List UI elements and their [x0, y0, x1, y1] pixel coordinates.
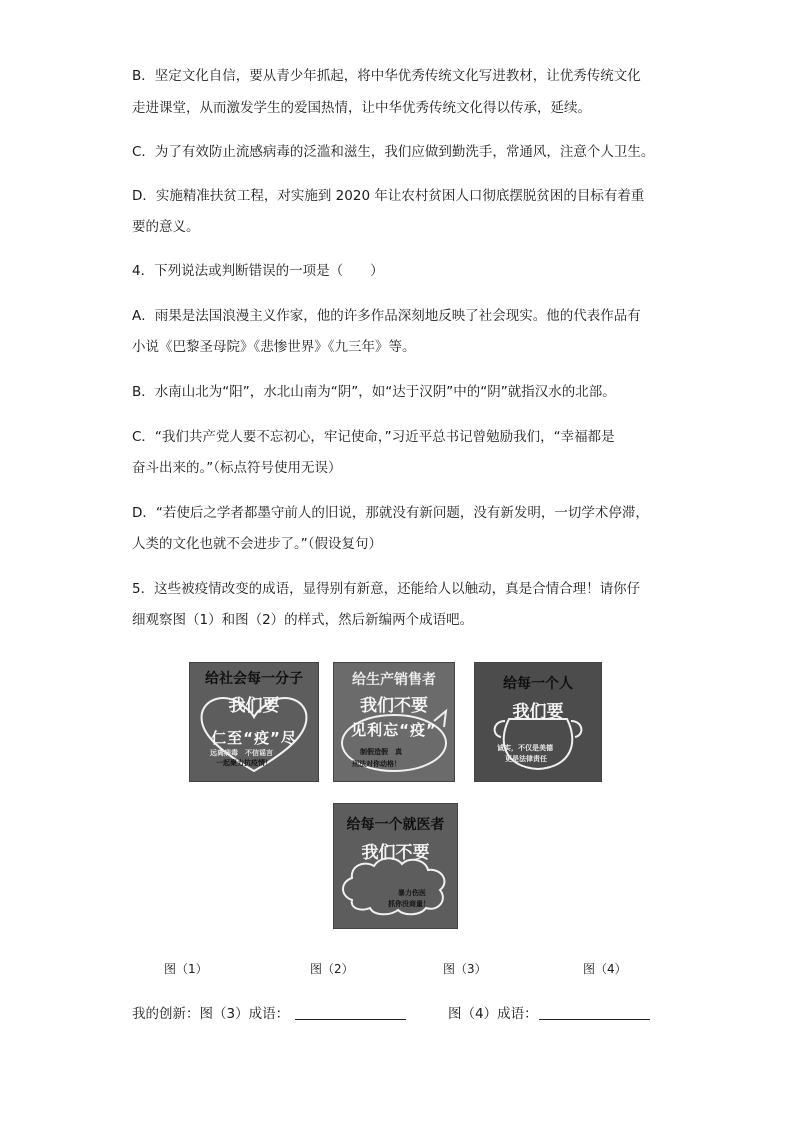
option-c-text: C．为了有效防止流感病毒的泛滥和滋生，我们应做到勤洗手，常通风，注意个人卫生。 — [132, 144, 655, 160]
poster-figure-4 — [333, 803, 458, 929]
q4-option-b: B．水南山北为“阳”，水北山南为“阴”，如“达于汉阴”中的“阴”就指汉水的北部。 — [132, 384, 616, 400]
poster-1-idiom: 仁至“疫”尽 — [211, 729, 297, 747]
option-d-line1: D．实施精准扶贫工程，对实施到 2020 年让农村贫困人口彻底摆脱贫困的目标有着重 — [132, 188, 645, 204]
caption-figure-1: 图（1） — [164, 962, 208, 976]
q4-option-d-line1: D．“若使后之学者都墨守前人的旧说，那就没有新问题，没有新发明，一切学术停滞， — [132, 505, 649, 521]
answer-fig4-blank[interactable] — [539, 1019, 650, 1020]
q4-stem: 4．下列说法或判断错误的一项是（ ） — [132, 263, 384, 279]
poster-2-small1: 制假造假 真 — [360, 748, 402, 756]
q5-stem-line1: 5．这些被疫情改变的成语，显得别有新意，还能给人以触动，真是合情合理！请你仔 — [132, 581, 641, 597]
q4-option-a-line1: A．雨果是法国浪漫主义作家，他的许多作品深刻地反映了社会现实。他的代表作品有 — [132, 308, 641, 324]
poster-4-line1: 给每一个就医者 — [346, 817, 445, 833]
q4-option-d-line2: 人类的文化也就不会进步了。”（假设复句） — [132, 536, 382, 552]
poster-3-small1: 诚实，不仅是美德 — [497, 744, 553, 752]
caption-figure-2: 图（2） — [310, 962, 354, 976]
option-b-line2: 走进课堂，从而激发学生的爱国热情，让中华优秀传统文化得以传承，延续。 — [132, 100, 591, 116]
poster-figure-2 — [333, 662, 455, 782]
poster-1-small2: 一起聚力抗疫情！ — [216, 759, 272, 767]
q5-stem-line2: 细观察图（1）和图（2）的样式，然后新编两个成语吧。 — [132, 612, 474, 628]
q4-option-c-line1: C．“我们共产党人要不忘初心，牢记使命，”习近平总书记曾勉励我们，“幸福都是 — [132, 429, 615, 445]
caption-figure-4: 图（4） — [583, 962, 627, 976]
answer-fig3-label: 我的创新：图（3）成语： — [132, 1006, 290, 1022]
poster-2-line1: 给生产销售者 — [352, 672, 436, 688]
poster-2-idiom: 见利忘“疫” — [351, 721, 437, 739]
poster-4-small1: 暴力伤医 — [398, 889, 426, 897]
q4-option-a-line2: 小说《巴黎圣母院》《悲惨世界》《九三年》等。 — [132, 339, 416, 355]
poster-4-small2: 抓你没商量！ — [388, 900, 430, 908]
poster-2-line2: 我们不要 — [360, 696, 428, 716]
poster-3-line2: 我们要 — [512, 702, 564, 722]
poster-3-small2: 更是法律责任 — [505, 755, 547, 763]
poster-1-line1: 给社会每一分子 — [205, 671, 303, 687]
poster-1-small1: 远离病毒 不信谣言 — [210, 749, 273, 757]
caption-figure-3: 图（3） — [443, 962, 487, 976]
option-b-line1: B．坚定文化自信，要从青少年抓起，将中华优秀传统文化写进教材，让优秀传统文化 — [132, 68, 641, 84]
answer-fig4-label: 图（4）成语： — [448, 1006, 538, 1022]
q4-option-c-line2: 奋斗出来的。”（标点符号使用无误） — [132, 460, 342, 476]
poster-figure-1 — [189, 662, 319, 782]
poster-figure-3 — [474, 662, 602, 782]
poster-4-line2: 我们不要 — [361, 843, 430, 863]
option-d-line2: 要的意义。 — [132, 219, 200, 235]
answer-fig3-blank[interactable] — [295, 1019, 406, 1020]
poster-1-line2: 我们要 — [228, 696, 280, 716]
poster-3-line1: 给每一个人 — [503, 676, 573, 692]
poster-2-small2: 刑法对你动格！ — [352, 760, 401, 768]
